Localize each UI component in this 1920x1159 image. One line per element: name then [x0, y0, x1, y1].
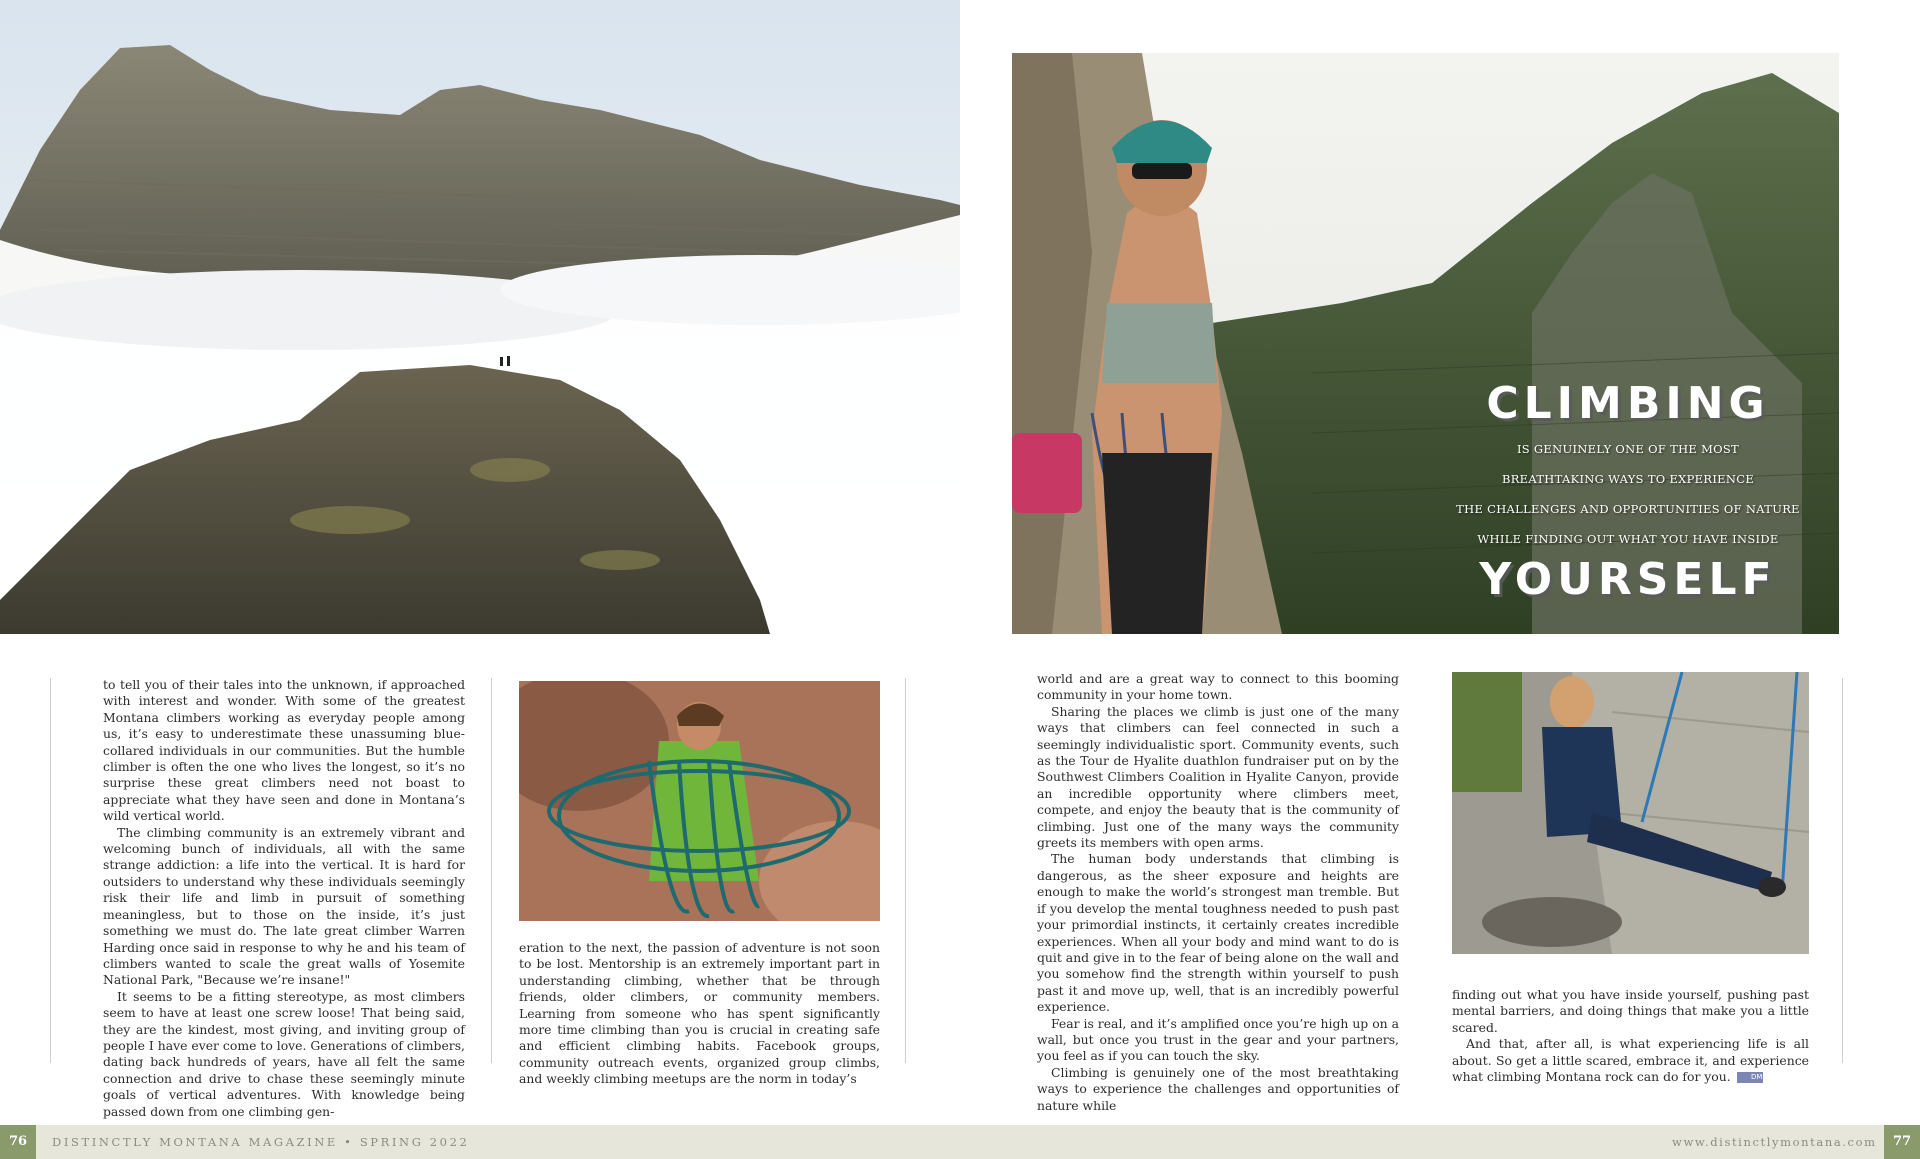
- page-number-left: 76: [0, 1125, 36, 1159]
- paragraph: The human body understands that climbing is dangerous, as the sheer exposure and heights are enough to make the world’s strongest man tremble. But if you develop the mental toughness needed to push past your primordial instincts, it certainly creates incredible experiences. When all your body and mind want to do is quit and give in to the fear of being alone on the wall and you somehow find the strength within yourself to push past it and move up, well, that is an incredibly powerful experience.: [1037, 851, 1399, 1015]
- column-divider: [1842, 678, 1843, 1063]
- paragraph: Fear is real, and it’s amplified once you’re high up on a wall, but once you trust in the gear and your partners, you feel as if you can touch the sky.: [1037, 1015, 1399, 1064]
- paragraph: finding out what you have inside yourself, pushing past mental barriers, and doing things that make you a little scared.: [1452, 987, 1809, 1035]
- article-column-4: [1452, 987, 1809, 1085]
- column-divider: [50, 678, 51, 1063]
- paragraph: world and are a great way to connect to this booming community in your home town.: [1037, 671, 1399, 703]
- paragraph: to tell you of their tales into the unknown, if approached with interest and wonder. With some of the greatest Montana climbers working as everyday people among us, it’s easy to underestimate these unassuming blue-collared individuals in our communities. But the humble climber is often the one who lives the longest, so it’s no surprise these great climbers need not boast to appreciate what they have seen and done in Montana’s wild vertical world.: [103, 677, 465, 824]
- page-number-right: 77: [1884, 1125, 1920, 1159]
- climber-coiling-rope-photo: [519, 681, 880, 921]
- title-subline-4: WHILE FINDING OUT WHAT YOU HAVE INSIDE: [1477, 532, 1779, 546]
- end-mark-icon: DM: [1737, 1072, 1763, 1083]
- feature-title-block: [1448, 380, 1808, 604]
- column-divider: [905, 678, 906, 1063]
- paragraph: Climbing is genuinely one of the most breathtaking ways to experience the challenges and opportunities of nature while: [1037, 1064, 1399, 1113]
- paragraph-final-text: And that, after all, is what experiencing life is all about. So get a little scared, embrace it, and experience what climbing Montana rock can do for you.: [1452, 1036, 1809, 1085]
- paragraph-final: [1452, 1036, 1809, 1085]
- paragraph: It seems to be a fitting stereotype, as most climbers seem to have at least one screw loose! That being said, they are the kindest, most giving, and inviting group of people I have ever come to love. Generations of climbers, dating back hundreds of years, have all felt the same connection and drive to chase these seemingly minute goals of vertical adventures. With knowledge being passed down from one climbing gen-: [103, 988, 465, 1119]
- paragraph: The climbing community is an extremely vibrant and welcoming bunch of individuals, all with the same strange addiction: a life into the vertical. It is hard for outsiders to understand why these individuals seemingly risk their life and limb in pursuit of something meaningless, but to those on the inside, it’s just something we must do. The late great climber Warren Harding once said in response to why he and his team of climbers wanted to scale the great walls of Yosemite National Park, "Because we’re insane!": [103, 824, 465, 988]
- masthead-footer: DISTINCTLY MONTANA MAGAZINE • SPRING 2022: [52, 1135, 470, 1149]
- article-column-2: [519, 940, 880, 1088]
- article-column-3: [1037, 671, 1399, 1114]
- title-word-climbing: CLIMBING: [1486, 378, 1770, 429]
- mountain-cloud-sea-photo: [0, 0, 960, 634]
- article-column-1: [103, 677, 465, 1120]
- title-word-yourself: YOURSELF: [1479, 554, 1777, 605]
- paragraph: eration to the next, the passion of adventure is not soon to be lost. Mentorship is an extremely important part in understanding climbing, whether that be through friends, older climbers, or community members. Learning from someone who has spent significantly more time climbing than you is crucial in creating safe and efficient climbing habits. Facebook groups, community outreach events, organized group climbs, and weekly climbing meetups are the norm in today’s: [519, 940, 880, 1087]
- title-subline-1: IS GENUINELY ONE OF THE MOST: [1516, 442, 1740, 456]
- paragraph: Sharing the places we climb is just one of the many ways that climbers can feel connected in such a seemingly individualistic sport. Community events, such as the Tour de Hyalite duathlon fundraiser put on by the Southwest Climbers Coalition in Hyalite Canyon, provide an incredible opportunity where climbers meet, compete, and enjoy the beauty that is the community of climbing. Just one of the many ways the community greets its members with open arms.: [1037, 703, 1399, 851]
- climber-on-wall-photo: [1452, 672, 1809, 954]
- title-subline-3: THE CHALLENGES AND OPPORTUNITIES OF NATURE: [1456, 502, 1800, 516]
- title-subline-2: BREATHTAKING WAYS TO EXPERIENCE: [1501, 472, 1755, 486]
- column-divider: [491, 678, 492, 1063]
- website-footer: www.distinctlymontana.com: [1672, 1135, 1877, 1149]
